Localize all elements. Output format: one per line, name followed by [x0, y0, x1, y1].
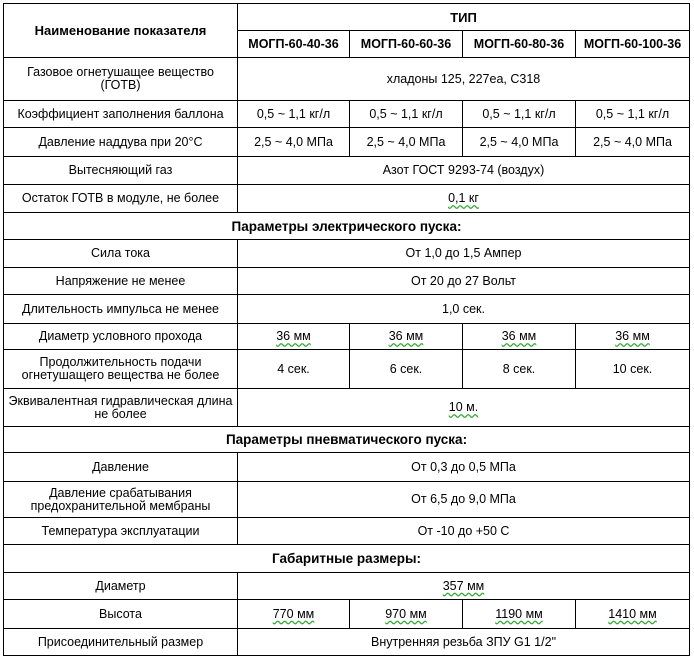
type-header: ТИП — [238, 4, 690, 31]
row-label: Присоединительный размер — [4, 629, 238, 656]
row-label: Диаметр условного прохода — [4, 324, 238, 350]
row-value: От 20 до 27 Вольт — [238, 268, 690, 295]
row-value: 8 сек. — [463, 350, 576, 389]
row-label: Сила тока — [4, 240, 238, 268]
row-value: 1190 мм — [463, 600, 576, 629]
row-value: 2,5 ~ 4,0 МПа — [463, 128, 576, 157]
parameter-name-header: Наименование показателя — [4, 4, 238, 58]
row-value: От 6,5 до 9,0 МПа — [238, 482, 690, 518]
section-title-dimensions: Габаритные размеры: — [4, 545, 690, 573]
row-value: Азот ГОСТ 9293-74 (воздух) — [238, 157, 690, 185]
row-value: 970 мм — [350, 600, 463, 629]
model-header: МОГП-60-80-36 — [463, 31, 576, 58]
section-title-electric: Параметры электрического пуска: — [4, 213, 690, 240]
row-label: Давление срабатывания предохранительной мембраны — [4, 482, 238, 518]
row-value: 6 сек. — [350, 350, 463, 389]
row-value: 1410 мм — [576, 600, 690, 629]
row-value: 0,1 кг — [238, 185, 690, 213]
row-label: Вытесняющий газ — [4, 157, 238, 185]
row-label: Коэффициент заполнения баллона — [4, 101, 238, 128]
row-value: 357 мм — [238, 573, 690, 600]
model-header: МОГП-60-100-36 — [576, 31, 690, 58]
row-value: От -10 до +50 С — [238, 518, 690, 545]
row-value: 4 сек. — [238, 350, 350, 389]
row-label: Продолжительность подачи огнетушащего вещества не более — [4, 350, 238, 389]
row-value: 2,5 ~ 4,0 МПа — [238, 128, 350, 157]
specifications-table — [3, 3, 690, 656]
model-header: МОГП-60-60-36 — [350, 31, 463, 58]
row-value: От 0,3 до 0,5 МПа — [238, 453, 690, 482]
row-value: 36 мм — [463, 324, 576, 350]
row-value: 10 сек. — [576, 350, 690, 389]
row-value: 10 м. — [238, 389, 690, 427]
row-value: 36 мм — [350, 324, 463, 350]
row-label: Давление — [4, 453, 238, 482]
row-value: Внутренняя резьба ЗПУ G1 1/2" — [238, 629, 690, 656]
model-header: МОГП-60-40-36 — [238, 31, 350, 58]
row-value: 1,0 сек. — [238, 295, 690, 324]
row-label: Давление наддува при 20°С — [4, 128, 238, 157]
row-value: 0,5 ~ 1,1 кг/л — [576, 101, 690, 128]
row-value: 2,5 ~ 4,0 МПа — [350, 128, 463, 157]
row-value: 0,5 ~ 1,1 кг/л — [463, 101, 576, 128]
row-label: Газовое огнетушащее вещество (ГОТВ) — [4, 58, 238, 101]
row-label: Эквивалентная гидравлическая длина не более — [4, 389, 238, 427]
row-value: 0,5 ~ 1,1 кг/л — [350, 101, 463, 128]
row-value: 36 мм — [576, 324, 690, 350]
row-value: 2,5 ~ 4,0 МПа — [576, 128, 690, 157]
row-value: От 1,0 до 1,5 Ампер — [238, 240, 690, 268]
row-value: 0,5 ~ 1,1 кг/л — [238, 101, 350, 128]
row-label: Температура эксплуатации — [4, 518, 238, 545]
row-label: Диаметр — [4, 573, 238, 600]
row-value: 770 мм — [238, 600, 350, 629]
row-value: 36 мм — [238, 324, 350, 350]
row-value: хладоны 125, 227ea, C318 — [238, 58, 690, 101]
row-label: Высота — [4, 600, 238, 629]
row-label: Напряжение не менее — [4, 268, 238, 295]
row-label: Длительность импульса не менее — [4, 295, 238, 324]
section-title-pneumatic: Параметры пневматического пуска: — [4, 427, 690, 453]
row-label: Остаток ГОТВ в модуле, не более — [4, 185, 238, 213]
